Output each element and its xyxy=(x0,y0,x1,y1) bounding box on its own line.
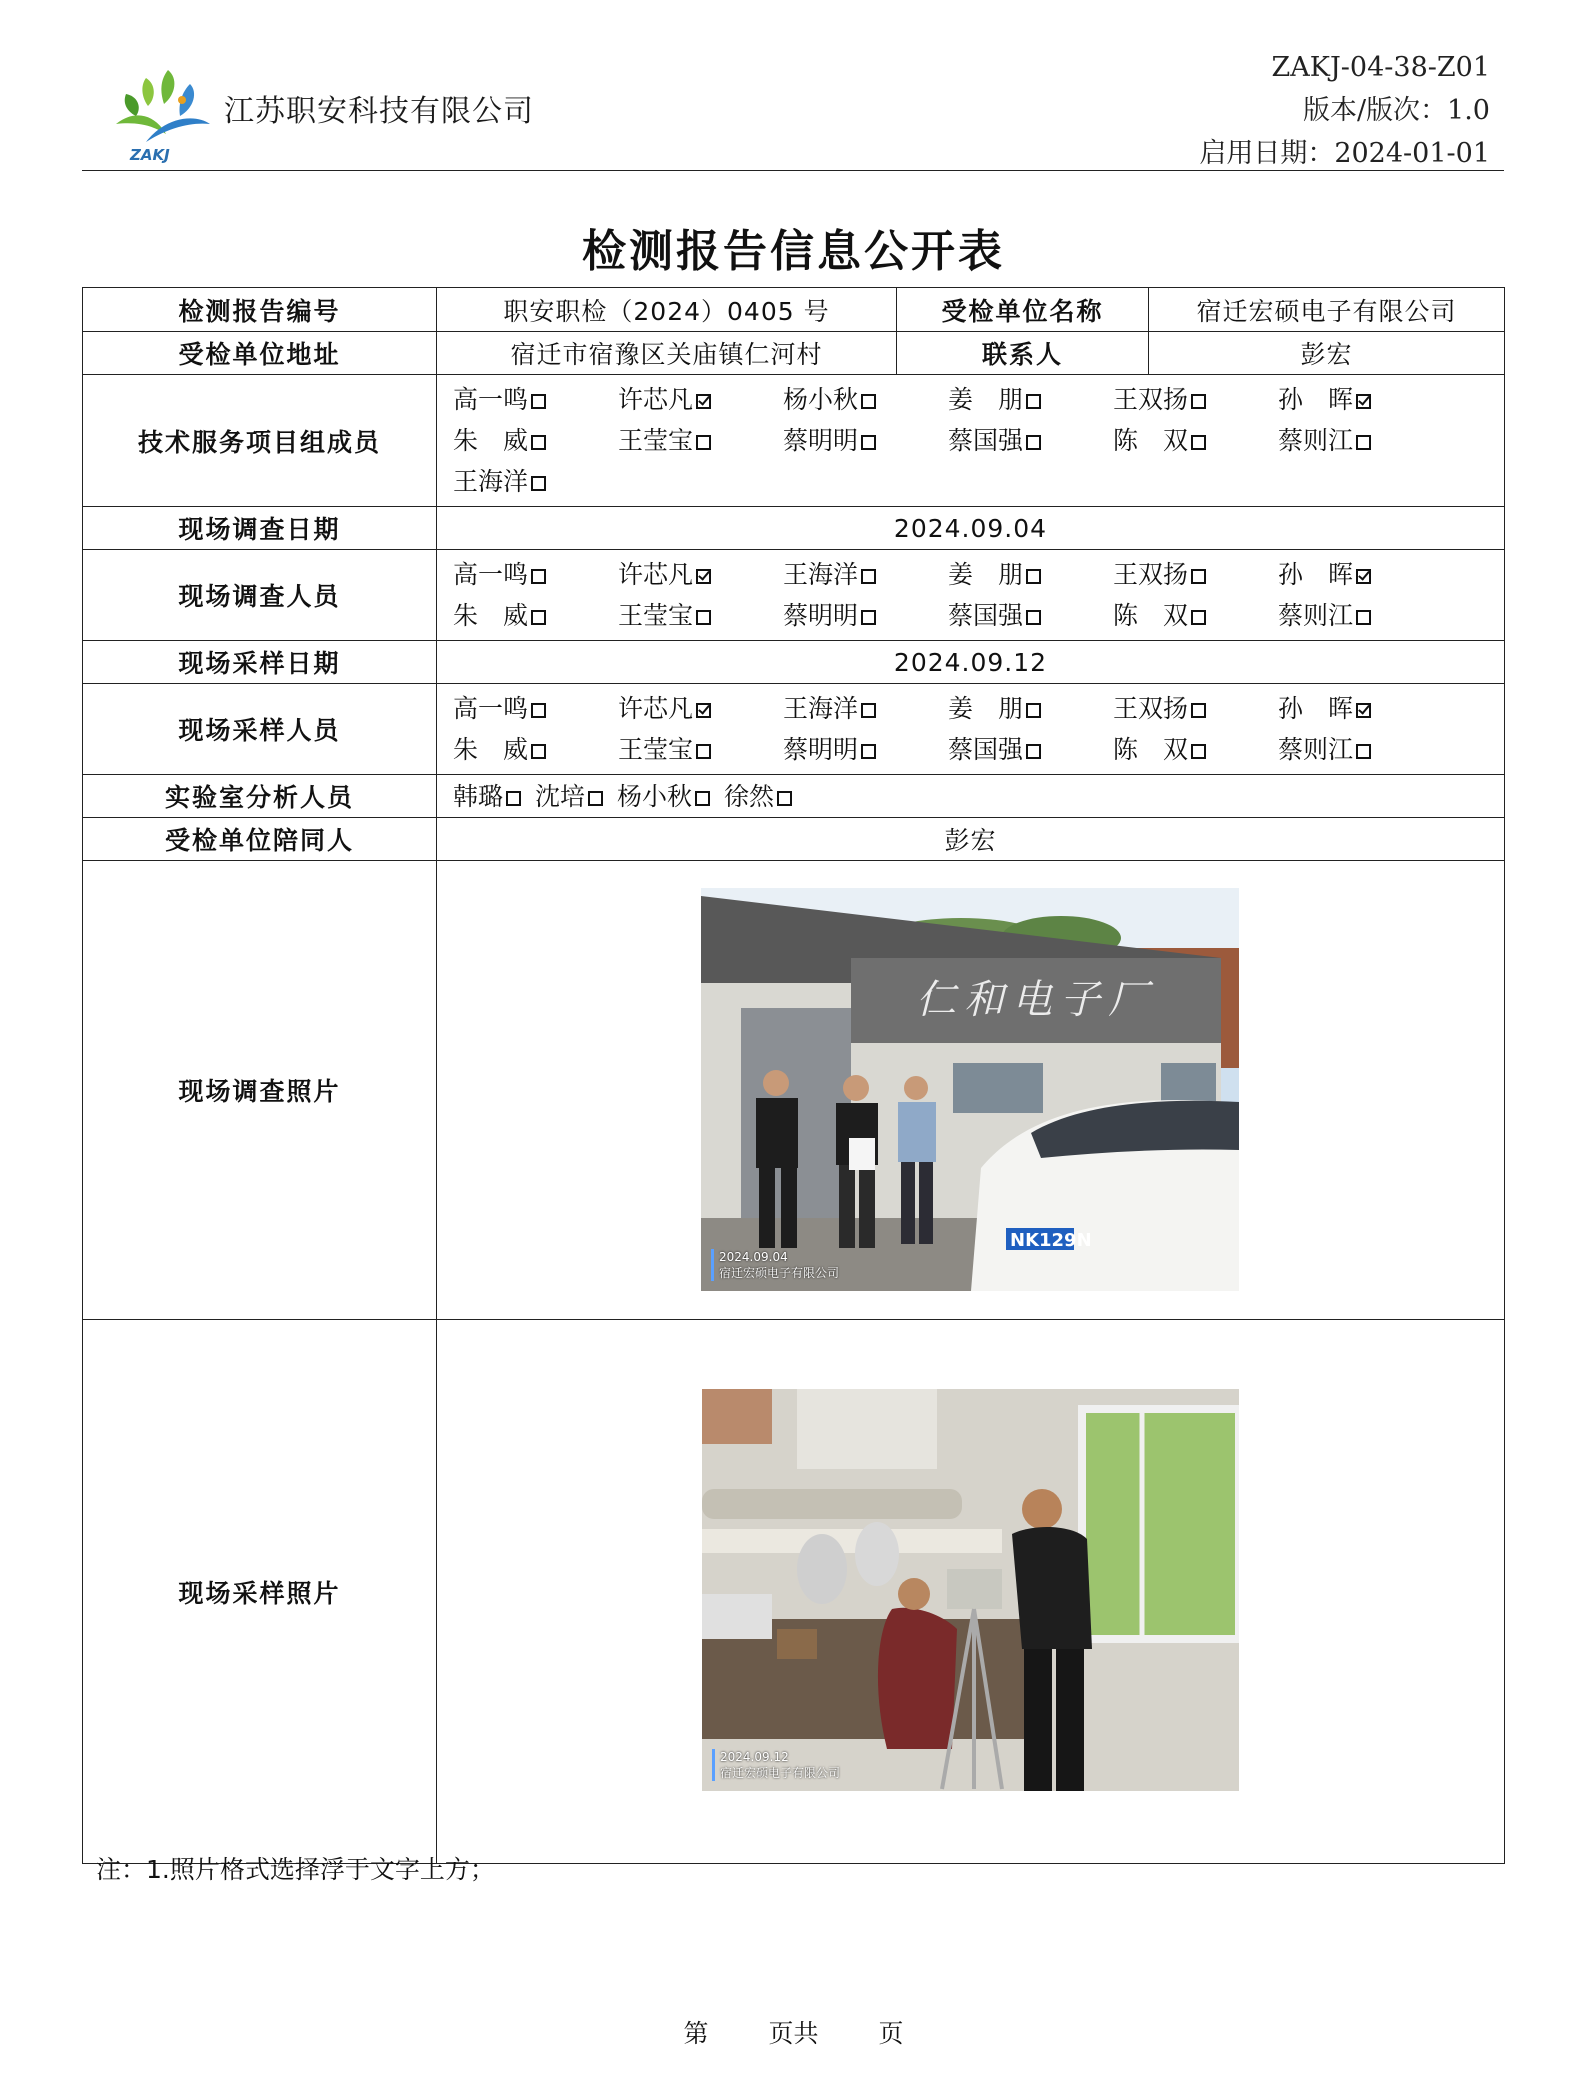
staff-entry xyxy=(453,379,618,420)
unit-name-value: 宿迁宏硕电子有限公司 xyxy=(1149,288,1505,332)
staff-entry xyxy=(783,554,948,595)
team-members xyxy=(437,375,1505,507)
photo-watermark xyxy=(712,1749,840,1781)
staff-name: 王海洋 xyxy=(783,694,859,723)
unit-address-label: 受检单位地址 xyxy=(83,332,437,375)
staff-name: 蔡国强 xyxy=(948,426,1024,455)
watermark-date: 2024.09.04 xyxy=(719,1250,788,1264)
staff-name: 蔡明明 xyxy=(783,601,859,630)
unchecked-box-icon[interactable] xyxy=(531,394,546,409)
survey-date-value: 2024.09.04 xyxy=(437,507,1505,550)
staff-name: 王双扬 xyxy=(1113,560,1189,589)
staff-name: 沈培 xyxy=(535,781,586,811)
company-name: 江苏职安科技有限公司 xyxy=(224,94,534,129)
unchecked-box-icon[interactable] xyxy=(531,435,546,450)
staff-name: 朱 威 xyxy=(453,735,529,764)
staff-entry xyxy=(535,776,603,817)
staff-name: 王莹宝 xyxy=(618,735,694,764)
footnote: 注：1.照片格式选择浮于文字上方； xyxy=(96,1855,495,1884)
staff-entry xyxy=(618,688,783,729)
watermark-date: 2024.09.12 xyxy=(720,1750,789,1764)
staff-entry xyxy=(1113,688,1278,729)
staff-entry xyxy=(948,729,1113,770)
unchecked-box-icon[interactable] xyxy=(1026,703,1041,718)
staff-entry xyxy=(1113,595,1278,636)
lab-staff-label: 实验室分析人员 xyxy=(83,775,437,818)
staff-entry xyxy=(453,461,618,502)
staff-entry xyxy=(783,729,948,770)
document-version: 版本/版次：1.0 xyxy=(1302,95,1490,126)
staff-name: 蔡则江 xyxy=(1278,426,1354,455)
unchecked-box-icon[interactable] xyxy=(861,435,876,450)
survey-photo-cell xyxy=(437,861,1505,1320)
staff-name: 蔡明明 xyxy=(783,426,859,455)
watermark-place: 宿迁宏硕电子有限公司 xyxy=(720,1766,841,1780)
staff-entry xyxy=(948,595,1113,636)
staff-entry xyxy=(948,554,1113,595)
escort-label: 受检单位陪同人 xyxy=(83,818,437,861)
photo-watermark xyxy=(711,1249,839,1281)
unchecked-box-icon[interactable] xyxy=(1191,703,1206,718)
table-row xyxy=(83,684,1505,775)
checked-box-icon[interactable] xyxy=(1356,394,1371,409)
lab-staff-list xyxy=(437,776,1504,817)
unchecked-box-icon[interactable] xyxy=(1191,610,1206,625)
unit-name-label: 受检单位名称 xyxy=(897,288,1149,332)
table-row xyxy=(83,861,1505,1320)
staff-entry xyxy=(948,379,1113,420)
unchecked-box-icon[interactable] xyxy=(1356,610,1371,625)
survey-date-label: 现场调查日期 xyxy=(83,507,437,550)
unchecked-box-icon[interactable] xyxy=(1026,610,1041,625)
company-logo xyxy=(106,64,216,164)
survey-staff-list xyxy=(437,550,1504,640)
team-label: 技术服务项目组成员 xyxy=(83,375,437,507)
staff-name: 高一鸣 xyxy=(453,694,529,723)
staff-entry xyxy=(618,379,783,420)
checked-box-icon[interactable] xyxy=(1356,703,1371,718)
staff-entry xyxy=(453,554,618,595)
lab-staff xyxy=(437,775,1505,818)
staff-entry xyxy=(724,776,792,817)
staff-entry xyxy=(1113,729,1278,770)
watermark-place: 宿迁宏硕电子有限公司 xyxy=(719,1266,840,1280)
document-code: ZAKJ-04-38-Z01 xyxy=(1271,52,1490,83)
table-row xyxy=(83,332,1505,375)
unchecked-box-icon[interactable] xyxy=(1191,569,1206,584)
page-footer xyxy=(0,2014,1587,2050)
staff-name: 姜 朋 xyxy=(948,560,1024,589)
staff-name: 孙 晖 xyxy=(1278,560,1354,589)
staff-name: 韩璐 xyxy=(453,781,504,811)
staff-entry xyxy=(618,554,783,595)
staff-entry xyxy=(1113,379,1278,420)
team-list xyxy=(437,375,1504,506)
staff-name: 王莹宝 xyxy=(618,601,694,630)
checked-box-icon[interactable] xyxy=(1356,569,1371,584)
unchecked-box-icon[interactable] xyxy=(506,791,521,806)
unchecked-box-icon[interactable] xyxy=(1191,435,1206,450)
staff-name: 许芯凡 xyxy=(618,560,694,589)
staff-entry xyxy=(783,595,948,636)
unit-address-value: 宿迁市宿豫区关庙镇仁河村 xyxy=(437,332,897,375)
staff-entry xyxy=(618,729,783,770)
unchecked-box-icon[interactable] xyxy=(531,610,546,625)
unchecked-box-icon[interactable] xyxy=(531,476,546,491)
unchecked-box-icon[interactable] xyxy=(1356,744,1371,759)
page-prefix: 第 xyxy=(683,2019,709,2048)
staff-name: 许芯凡 xyxy=(618,385,694,414)
survey-photo-label: 现场调查照片 xyxy=(83,861,437,1320)
table-row xyxy=(83,507,1505,550)
sampling-date-value: 2024.09.12 xyxy=(437,641,1505,684)
staff-name: 姜 朋 xyxy=(948,694,1024,723)
table-row xyxy=(83,375,1505,507)
table-row xyxy=(83,818,1505,861)
unchecked-box-icon[interactable] xyxy=(1356,435,1371,450)
staff-name: 蔡国强 xyxy=(948,735,1024,764)
staff-name: 蔡国强 xyxy=(948,601,1024,630)
staff-entry xyxy=(783,688,948,729)
page-suffix: 页 xyxy=(878,2019,904,2048)
staff-name: 杨小秋 xyxy=(617,781,693,811)
page-header xyxy=(82,40,1504,171)
license-plate: NK129N xyxy=(1010,1230,1092,1251)
escort-value: 彭宏 xyxy=(437,818,1505,861)
staff-name: 高一鸣 xyxy=(453,385,529,414)
staff-name: 徐然 xyxy=(724,781,775,811)
factory-sign: 仁和电子厂 xyxy=(916,977,1156,1023)
staff-name: 王双扬 xyxy=(1113,694,1189,723)
unchecked-box-icon[interactable] xyxy=(861,744,876,759)
staff-name: 王海洋 xyxy=(783,560,859,589)
staff-entry xyxy=(1278,379,1443,420)
sampling-photo xyxy=(702,1389,1239,1791)
staff-entry xyxy=(618,420,783,461)
unchecked-box-icon[interactable] xyxy=(861,610,876,625)
contact-label: 联系人 xyxy=(897,332,1149,375)
staff-name: 孙 晖 xyxy=(1278,694,1354,723)
survey-staff xyxy=(437,550,1505,641)
unchecked-box-icon[interactable] xyxy=(861,394,876,409)
staff-entry xyxy=(1278,420,1443,461)
staff-entry xyxy=(453,776,521,817)
staff-name: 陈 双 xyxy=(1113,601,1189,630)
staff-name: 孙 晖 xyxy=(1278,385,1354,414)
staff-entry xyxy=(948,688,1113,729)
staff-name: 姜 朋 xyxy=(948,385,1024,414)
unchecked-box-icon[interactable] xyxy=(861,569,876,584)
staff-entry xyxy=(453,688,618,729)
staff-entry xyxy=(1113,420,1278,461)
table-row xyxy=(83,641,1505,684)
table-row xyxy=(83,288,1505,332)
survey-staff-label: 现场调查人员 xyxy=(83,550,437,641)
staff-name: 王莹宝 xyxy=(618,426,694,455)
table-row xyxy=(83,1320,1505,1864)
unchecked-box-icon[interactable] xyxy=(1191,744,1206,759)
staff-entry xyxy=(783,420,948,461)
sampling-photo-label: 现场采样照片 xyxy=(83,1320,437,1864)
effective-date: 启用日期：2024-01-01 xyxy=(1199,138,1490,169)
staff-name: 杨小秋 xyxy=(783,385,859,414)
checked-box-icon[interactable] xyxy=(696,569,711,584)
staff-entry xyxy=(783,379,948,420)
staff-entry xyxy=(453,420,618,461)
staff-name: 陈 双 xyxy=(1113,426,1189,455)
sampling-staff xyxy=(437,684,1505,775)
staff-name: 高一鸣 xyxy=(453,560,529,589)
staff-name: 王海洋 xyxy=(453,467,529,496)
unchecked-box-icon[interactable] xyxy=(531,569,546,584)
unchecked-box-icon[interactable] xyxy=(1026,744,1041,759)
unchecked-box-icon[interactable] xyxy=(531,744,546,759)
staff-name: 蔡则江 xyxy=(1278,601,1354,630)
unchecked-box-icon[interactable] xyxy=(1191,394,1206,409)
unchecked-box-icon[interactable] xyxy=(1026,569,1041,584)
sampling-staff-list xyxy=(437,684,1504,774)
staff-entry xyxy=(617,776,710,817)
staff-name: 蔡则江 xyxy=(1278,735,1354,764)
sampling-staff-label: 现场采样人员 xyxy=(83,684,437,775)
unchecked-box-icon[interactable] xyxy=(696,435,711,450)
staff-name: 朱 威 xyxy=(453,426,529,455)
unchecked-box-icon[interactable] xyxy=(696,610,711,625)
staff-entry xyxy=(453,729,618,770)
unchecked-box-icon[interactable] xyxy=(777,791,792,806)
page-mid: 页共 xyxy=(768,2019,819,2048)
sampling-photo-cell xyxy=(437,1320,1505,1864)
unchecked-box-icon[interactable] xyxy=(695,791,710,806)
staff-entry xyxy=(453,595,618,636)
staff-entry xyxy=(1278,688,1443,729)
staff-entry xyxy=(1113,554,1278,595)
logo-text: ZAKJ xyxy=(130,146,170,164)
unchecked-box-icon[interactable] xyxy=(696,744,711,759)
staff-name: 朱 威 xyxy=(453,601,529,630)
sampling-date-label: 现场采样日期 xyxy=(83,641,437,684)
checked-box-icon[interactable] xyxy=(696,394,711,409)
report-no-value: 职安职检（2024）0405 号 xyxy=(437,288,897,332)
unchecked-box-icon[interactable] xyxy=(1026,394,1041,409)
staff-entry xyxy=(948,420,1113,461)
unchecked-box-icon[interactable] xyxy=(588,791,603,806)
staff-entry xyxy=(618,595,783,636)
table-row xyxy=(83,550,1505,641)
staff-entry xyxy=(1278,554,1443,595)
staff-name: 陈 双 xyxy=(1113,735,1189,764)
unchecked-box-icon[interactable] xyxy=(861,703,876,718)
checked-box-icon[interactable] xyxy=(696,703,711,718)
unchecked-box-icon[interactable] xyxy=(531,703,546,718)
staff-name: 许芯凡 xyxy=(618,694,694,723)
report-no-label: 检测报告编号 xyxy=(83,288,437,332)
page-title: 检测报告信息公开表 xyxy=(582,226,1005,277)
report-info-table xyxy=(82,287,1505,1864)
staff-name: 蔡明明 xyxy=(783,735,859,764)
unchecked-box-icon[interactable] xyxy=(1026,435,1041,450)
survey-photo xyxy=(701,888,1239,1291)
staff-name: 王双扬 xyxy=(1113,385,1189,414)
table-row xyxy=(83,775,1505,818)
staff-entry xyxy=(1278,729,1443,770)
staff-entry xyxy=(1278,595,1443,636)
contact-value: 彭宏 xyxy=(1149,332,1505,375)
document-meta xyxy=(1199,46,1490,175)
